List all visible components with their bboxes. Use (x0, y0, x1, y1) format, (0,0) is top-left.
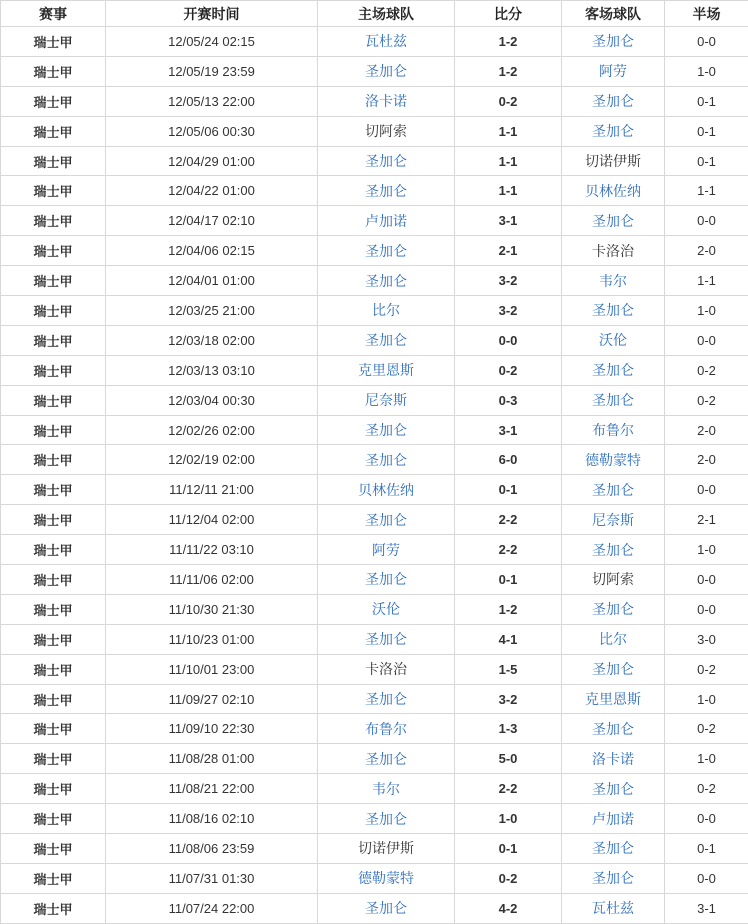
away-team-cell (562, 654, 665, 684)
score-cell: 3-1 (455, 206, 562, 236)
home-team-link: 卡洛治 (365, 661, 407, 677)
home-team-link[interactable]: 卢加诺 (365, 213, 407, 229)
match-rows (1, 27, 748, 924)
away-team-cell (562, 296, 665, 326)
home-team-link[interactable]: 圣加仑 (365, 811, 407, 827)
league-cell: 瑞士甲 (1, 654, 106, 684)
kickoff-cell: 12/05/19 23:59 (106, 56, 318, 86)
halftime-cell: 2-1 (665, 505, 748, 535)
table-row (1, 146, 748, 176)
away-team-link[interactable]: 圣加仑 (592, 302, 634, 318)
away-team-cell (562, 27, 665, 57)
home-team-link[interactable]: 圣加仑 (365, 63, 407, 79)
away-team-cell (562, 804, 665, 834)
col-header-halftime: 半场 (665, 1, 748, 27)
table-row (1, 325, 748, 355)
league-cell: 瑞士甲 (1, 116, 106, 146)
home-team-cell (318, 684, 455, 714)
score-cell: 1-1 (455, 176, 562, 206)
score-cell: 3-1 (455, 415, 562, 445)
score-cell: 5-0 (455, 744, 562, 774)
kickoff-cell: 11/11/22 03:10 (106, 535, 318, 565)
home-team-cell (318, 714, 455, 744)
home-team-cell (318, 27, 455, 57)
halftime-cell: 0-2 (665, 654, 748, 684)
table-row (1, 116, 748, 146)
table-row (1, 804, 748, 834)
away-team-link[interactable]: 圣加仑 (592, 362, 634, 378)
table-row (1, 385, 748, 415)
home-team-link[interactable]: 洛卡诺 (365, 93, 407, 109)
kickoff-cell: 12/03/13 03:10 (106, 355, 318, 385)
away-team-cell (562, 475, 665, 505)
halftime-cell: 0-2 (665, 355, 748, 385)
kickoff-cell: 11/09/27 02:10 (106, 684, 318, 714)
score-cell: 1-2 (455, 27, 562, 57)
home-team-cell (318, 594, 455, 624)
league-cell: 瑞士甲 (1, 594, 106, 624)
away-team-link: 切阿索 (592, 571, 634, 587)
league-cell: 瑞士甲 (1, 86, 106, 116)
halftime-cell: 0-0 (665, 475, 748, 505)
kickoff-cell: 12/04/17 02:10 (106, 206, 318, 236)
home-team-link: 切诺伊斯 (358, 840, 414, 856)
home-team-cell (318, 56, 455, 86)
home-team-link[interactable]: 圣加仑 (365, 631, 407, 647)
away-team-cell (562, 385, 665, 415)
score-cell: 0-1 (455, 475, 562, 505)
score-cell: 1-2 (455, 56, 562, 86)
kickoff-cell: 11/12/04 02:00 (106, 505, 318, 535)
home-team-cell (318, 804, 455, 834)
table-row (1, 505, 748, 535)
away-team-cell (562, 863, 665, 893)
halftime-cell: 2-0 (665, 236, 748, 266)
home-team-cell (318, 116, 455, 146)
away-team-link[interactable]: 瓦杜兹 (592, 900, 634, 916)
home-team-link[interactable]: 尼奈斯 (365, 392, 407, 408)
league-cell: 瑞士甲 (1, 475, 106, 505)
kickoff-cell: 12/05/13 22:00 (106, 86, 318, 116)
league-cell: 瑞士甲 (1, 385, 106, 415)
away-team-link[interactable]: 圣加仑 (592, 482, 634, 498)
table-row (1, 654, 748, 684)
kickoff-cell: 12/03/18 02:00 (106, 325, 318, 355)
table-row (1, 475, 748, 505)
home-team-link[interactable]: 布鲁尔 (365, 721, 407, 737)
league-cell: 瑞士甲 (1, 266, 106, 296)
away-team-cell (562, 744, 665, 774)
score-cell: 1-2 (455, 594, 562, 624)
home-team-cell (318, 535, 455, 565)
home-team-cell (318, 654, 455, 684)
away-team-cell (562, 206, 665, 236)
away-team-link[interactable]: 圣加仑 (592, 33, 634, 49)
halftime-cell: 0-0 (665, 206, 748, 236)
kickoff-cell: 11/10/30 21:30 (106, 594, 318, 624)
score-cell: 2-1 (455, 236, 562, 266)
halftime-cell: 1-0 (665, 684, 748, 714)
halftime-cell: 1-0 (665, 744, 748, 774)
home-team-link[interactable]: 圣加仑 (365, 571, 407, 587)
home-team-cell (318, 385, 455, 415)
away-team-link[interactable]: 洛卡诺 (592, 751, 634, 767)
away-team-link[interactable]: 布鲁尔 (592, 422, 634, 438)
kickoff-cell: 12/03/25 21:00 (106, 296, 318, 326)
home-team-link[interactable]: 圣加仑 (365, 512, 407, 528)
away-team-cell (562, 445, 665, 475)
away-team-link[interactable]: 阿劳 (599, 63, 627, 79)
away-team-cell (562, 146, 665, 176)
league-cell: 瑞士甲 (1, 325, 106, 355)
kickoff-cell: 11/11/06 02:00 (106, 565, 318, 595)
home-team-cell (318, 863, 455, 893)
kickoff-cell: 11/08/21 22:00 (106, 774, 318, 804)
score-cell: 1-5 (455, 654, 562, 684)
header-row (1, 1, 748, 27)
table-row (1, 774, 748, 804)
col-header-score: 比分 (455, 1, 562, 27)
score-cell: 0-2 (455, 863, 562, 893)
home-team-cell (318, 624, 455, 654)
halftime-cell: 0-0 (665, 565, 748, 595)
away-team-cell (562, 266, 665, 296)
score-cell: 2-2 (455, 774, 562, 804)
away-team-link[interactable]: 德勒蒙特 (585, 452, 641, 468)
home-team-cell (318, 565, 455, 595)
home-team-link[interactable]: 贝林佐纳 (358, 482, 414, 498)
home-team-cell (318, 146, 455, 176)
away-team-link[interactable]: 韦尔 (599, 273, 627, 289)
away-team-cell (562, 86, 665, 116)
score-cell: 2-2 (455, 505, 562, 535)
halftime-cell: 1-1 (665, 176, 748, 206)
table-row (1, 863, 748, 893)
home-team-link[interactable]: 圣加仑 (365, 243, 407, 259)
score-cell: 4-2 (455, 893, 562, 923)
table-row (1, 714, 748, 744)
table-row (1, 56, 748, 86)
home-team-link[interactable]: 圣加仑 (365, 751, 407, 767)
score-cell: 3-2 (455, 266, 562, 296)
away-team-link[interactable]: 尼奈斯 (592, 512, 634, 528)
kickoff-cell: 11/09/10 22:30 (106, 714, 318, 744)
halftime-cell: 2-0 (665, 415, 748, 445)
score-cell: 0-3 (455, 385, 562, 415)
col-header-home-team: 主场球队 (318, 1, 455, 27)
home-team-cell (318, 445, 455, 475)
away-team-cell (562, 565, 665, 595)
away-team-link[interactable]: 圣加仑 (592, 93, 634, 109)
halftime-cell: 0-1 (665, 86, 748, 116)
table-row (1, 266, 748, 296)
kickoff-cell: 12/05/24 02:15 (106, 27, 318, 57)
score-cell: 4-1 (455, 624, 562, 654)
table-row (1, 355, 748, 385)
home-team-link[interactable]: 克里恩斯 (358, 362, 414, 378)
col-header-league: 赛事 (1, 1, 106, 27)
league-cell: 瑞士甲 (1, 505, 106, 535)
away-team-cell (562, 774, 665, 804)
league-cell: 瑞士甲 (1, 863, 106, 893)
away-team-link[interactable]: 比尔 (599, 631, 627, 647)
away-team-link[interactable]: 贝林佐纳 (585, 183, 641, 199)
league-cell: 瑞士甲 (1, 684, 106, 714)
col-header-kickoff: 开赛时间 (106, 1, 318, 27)
home-team-cell (318, 505, 455, 535)
away-team-link: 切诺伊斯 (585, 153, 641, 169)
score-cell: 1-0 (455, 804, 562, 834)
kickoff-cell: 11/12/11 21:00 (106, 475, 318, 505)
home-team-link[interactable]: 韦尔 (372, 781, 400, 797)
home-team-cell (318, 893, 455, 923)
home-team-cell (318, 86, 455, 116)
away-team-link[interactable]: 圣加仑 (592, 601, 634, 617)
halftime-cell: 1-0 (665, 56, 748, 86)
halftime-cell: 0-1 (665, 834, 748, 864)
halftime-cell: 0-0 (665, 325, 748, 355)
halftime-cell: 2-0 (665, 445, 748, 475)
away-team-cell (562, 834, 665, 864)
halftime-cell: 0-2 (665, 774, 748, 804)
away-team-link[interactable]: 圣加仑 (592, 721, 634, 737)
kickoff-cell: 11/08/06 23:59 (106, 834, 318, 864)
home-team-link[interactable]: 圣加仑 (365, 183, 407, 199)
league-cell: 瑞士甲 (1, 714, 106, 744)
table-row (1, 535, 748, 565)
home-team-cell (318, 206, 455, 236)
away-team-link[interactable]: 圣加仑 (592, 542, 634, 558)
col-header-away-team: 客场球队 (562, 1, 665, 27)
away-team-link[interactable]: 圣加仑 (592, 392, 634, 408)
league-cell: 瑞士甲 (1, 744, 106, 774)
halftime-cell: 3-1 (665, 893, 748, 923)
league-cell: 瑞士甲 (1, 624, 106, 654)
table-row (1, 296, 748, 326)
league-cell: 瑞士甲 (1, 176, 106, 206)
away-team-cell (562, 714, 665, 744)
score-cell: 0-2 (455, 355, 562, 385)
home-team-cell (318, 475, 455, 505)
kickoff-cell: 11/10/01 23:00 (106, 654, 318, 684)
halftime-cell: 0-1 (665, 116, 748, 146)
home-team-link[interactable]: 德勒蒙特 (358, 870, 414, 886)
score-cell: 3-2 (455, 684, 562, 714)
home-team-link[interactable]: 圣加仑 (365, 422, 407, 438)
away-team-cell (562, 236, 665, 266)
table-row (1, 236, 748, 266)
league-cell: 瑞士甲 (1, 415, 106, 445)
kickoff-cell: 11/08/28 01:00 (106, 744, 318, 774)
home-team-link[interactable]: 圣加仑 (365, 900, 407, 916)
table-row (1, 176, 748, 206)
score-cell: 0-1 (455, 834, 562, 864)
league-cell: 瑞士甲 (1, 804, 106, 834)
score-cell: 6-0 (455, 445, 562, 475)
home-team-link[interactable]: 阿劳 (372, 542, 400, 558)
table-row (1, 415, 748, 445)
table-row (1, 445, 748, 475)
home-team-link[interactable]: 圣加仑 (365, 153, 407, 169)
kickoff-cell: 12/05/06 00:30 (106, 116, 318, 146)
table-row (1, 834, 748, 864)
halftime-cell: 0-0 (665, 27, 748, 57)
away-team-cell (562, 415, 665, 445)
away-team-cell (562, 594, 665, 624)
kickoff-cell: 12/02/19 02:00 (106, 445, 318, 475)
halftime-cell: 0-0 (665, 594, 748, 624)
home-team-link[interactable]: 圣加仑 (365, 332, 407, 348)
home-team-link[interactable]: 圣加仑 (365, 452, 407, 468)
league-cell: 瑞士甲 (1, 535, 106, 565)
away-team-link[interactable]: 克里恩斯 (585, 691, 641, 707)
away-team-cell (562, 355, 665, 385)
score-cell: 1-1 (455, 116, 562, 146)
home-team-cell (318, 325, 455, 355)
home-team-link: 切阿索 (365, 123, 407, 139)
kickoff-cell: 12/04/22 01:00 (106, 176, 318, 206)
halftime-cell: 0-1 (665, 146, 748, 176)
away-team-link[interactable]: 圣加仑 (592, 870, 634, 886)
table-row (1, 565, 748, 595)
kickoff-cell: 11/10/23 01:00 (106, 624, 318, 654)
home-team-cell (318, 236, 455, 266)
home-team-link[interactable]: 沃伦 (372, 601, 400, 617)
home-team-cell (318, 834, 455, 864)
league-cell: 瑞士甲 (1, 236, 106, 266)
halftime-cell: 0-2 (665, 385, 748, 415)
table-row (1, 206, 748, 236)
halftime-cell: 0-0 (665, 804, 748, 834)
table-row (1, 893, 748, 923)
away-team-cell (562, 176, 665, 206)
home-team-cell (318, 774, 455, 804)
halftime-cell: 3-0 (665, 624, 748, 654)
away-team-link[interactable]: 圣加仑 (592, 123, 634, 139)
table-row (1, 594, 748, 624)
league-cell: 瑞士甲 (1, 834, 106, 864)
league-cell: 瑞士甲 (1, 893, 106, 923)
score-cell: 0-0 (455, 325, 562, 355)
score-cell: 0-2 (455, 86, 562, 116)
away-team-link[interactable]: 圣加仑 (592, 840, 634, 856)
away-team-link[interactable]: 圣加仑 (592, 213, 634, 229)
away-team-link[interactable]: 圣加仑 (592, 781, 634, 797)
table-header (1, 1, 748, 27)
kickoff-cell: 12/02/26 02:00 (106, 415, 318, 445)
home-team-cell (318, 176, 455, 206)
home-team-cell (318, 266, 455, 296)
home-team-link[interactable]: 圣加仑 (365, 691, 407, 707)
table-row (1, 27, 748, 57)
table-row (1, 624, 748, 654)
away-team-link[interactable]: 卢加诺 (592, 811, 634, 827)
table-row (1, 684, 748, 714)
kickoff-cell: 12/04/01 01:00 (106, 266, 318, 296)
score-cell: 1-3 (455, 714, 562, 744)
away-team-cell (562, 325, 665, 355)
kickoff-cell: 11/07/24 22:00 (106, 893, 318, 923)
score-cell: 3-2 (455, 296, 562, 326)
away-team-link: 卡洛治 (592, 243, 634, 259)
league-cell: 瑞士甲 (1, 206, 106, 236)
away-team-cell (562, 56, 665, 86)
away-team-cell (562, 684, 665, 714)
score-cell: 0-1 (455, 565, 562, 595)
home-team-cell (318, 355, 455, 385)
score-cell: 1-1 (455, 146, 562, 176)
league-cell: 瑞士甲 (1, 774, 106, 804)
league-cell: 瑞士甲 (1, 565, 106, 595)
kickoff-cell: 11/07/31 01:30 (106, 863, 318, 893)
score-cell: 2-2 (455, 535, 562, 565)
kickoff-cell: 12/03/04 00:30 (106, 385, 318, 415)
league-cell: 瑞士甲 (1, 146, 106, 176)
home-team-link[interactable]: 圣加仑 (365, 273, 407, 289)
kickoff-cell: 11/08/16 02:10 (106, 804, 318, 834)
league-cell: 瑞士甲 (1, 355, 106, 385)
league-cell: 瑞士甲 (1, 296, 106, 326)
kickoff-cell: 12/04/06 02:15 (106, 236, 318, 266)
halftime-cell: 0-2 (665, 714, 748, 744)
table-row (1, 744, 748, 774)
away-team-link[interactable]: 沃伦 (599, 332, 627, 348)
away-team-link[interactable]: 圣加仑 (592, 661, 634, 677)
halftime-cell: 1-0 (665, 535, 748, 565)
away-team-cell (562, 505, 665, 535)
league-cell: 瑞士甲 (1, 56, 106, 86)
halftime-cell: 1-0 (665, 296, 748, 326)
league-cell: 瑞士甲 (1, 445, 106, 475)
home-team-link[interactable]: 瓦杜兹 (365, 33, 407, 49)
home-team-cell (318, 296, 455, 326)
halftime-cell: 1-1 (665, 266, 748, 296)
away-team-cell (562, 624, 665, 654)
table-row (1, 86, 748, 116)
home-team-cell (318, 744, 455, 774)
league-cell: 瑞士甲 (1, 27, 106, 57)
away-team-cell (562, 893, 665, 923)
home-team-link[interactable]: 比尔 (372, 302, 400, 318)
away-team-cell (562, 535, 665, 565)
kickoff-cell: 12/04/29 01:00 (106, 146, 318, 176)
away-team-cell (562, 116, 665, 146)
home-team-cell (318, 415, 455, 445)
halftime-cell: 0-0 (665, 863, 748, 893)
